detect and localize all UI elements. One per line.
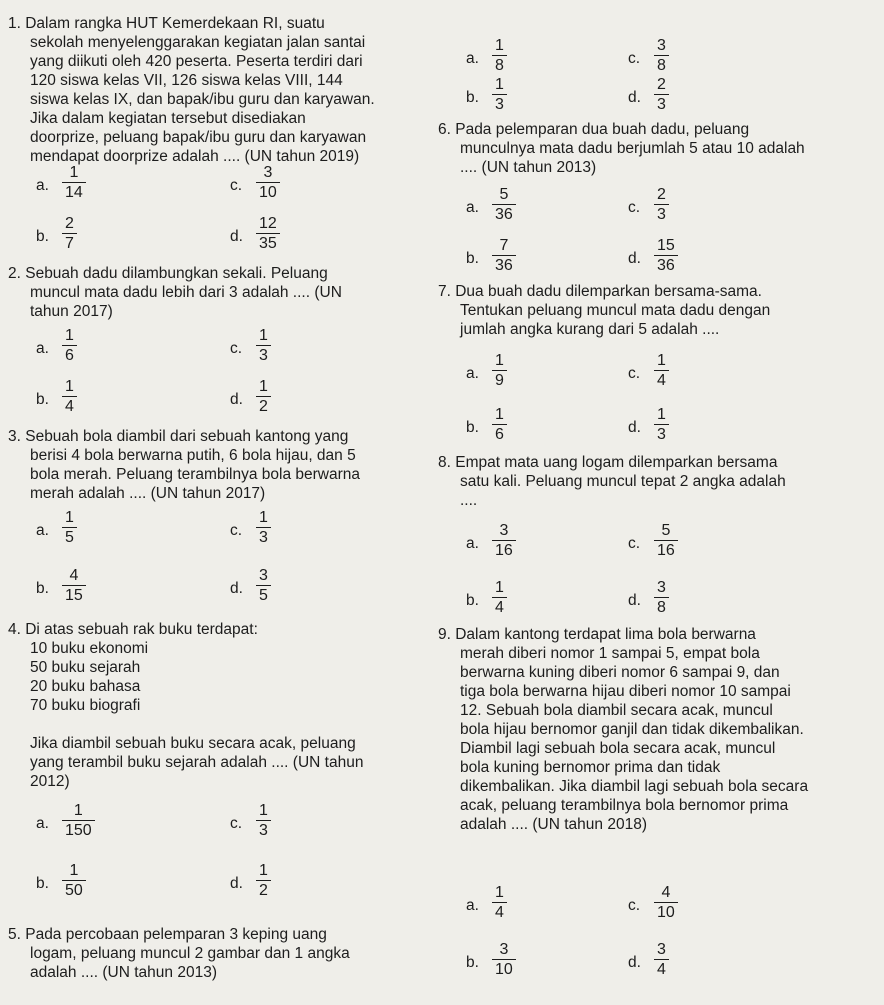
option-label: b. xyxy=(36,391,49,408)
option-label: b. xyxy=(466,419,479,436)
q2-text-line: muncul mata dadu lebih dari 3 adalah .... (UN xyxy=(30,284,342,301)
numerator: 3 xyxy=(657,579,666,596)
q4-text-line: 10 buku ekonomi xyxy=(30,640,149,657)
numerator: 1 xyxy=(65,378,74,395)
numerator: 1 xyxy=(65,509,74,526)
q1-text-line: 120 siswa kelas VII, 126 siswa kelas VIII, 144 xyxy=(30,72,343,89)
q7-text: 7. Dua buah dadu dilemparkan bersama-sama. xyxy=(438,283,762,300)
fraction xyxy=(654,883,678,923)
fraction xyxy=(654,185,669,225)
fraction xyxy=(492,351,507,391)
numerator: 1 xyxy=(259,509,268,526)
denominator: 10 xyxy=(654,902,678,923)
option-label: a. xyxy=(466,535,479,552)
q4-text-line: 2012) xyxy=(30,773,70,790)
q1-text-line: Jika dalam kegiatan tersebut disediakan xyxy=(30,110,306,127)
numerator: 3 xyxy=(499,941,509,958)
denominator: 16 xyxy=(492,540,516,561)
numerator: 1 xyxy=(259,862,268,879)
q1-text-line: siswa kelas IX, dan bapak/ibu guru dan karyawan. xyxy=(30,91,375,108)
fraction xyxy=(256,566,271,606)
numerator: 1 xyxy=(259,327,268,344)
q9-text-line: berwarna kuning diberi nomor 6 sampai 9, dan xyxy=(460,664,780,681)
numerator: 1 xyxy=(495,352,504,369)
option-label: c. xyxy=(628,897,641,914)
fraction xyxy=(654,36,669,76)
numerator: 5 xyxy=(499,186,509,203)
option-label: a. xyxy=(36,177,49,194)
option-label: a. xyxy=(36,815,49,832)
option-label: d. xyxy=(230,228,243,245)
option-label: c. xyxy=(230,177,243,194)
numerator: 1 xyxy=(69,164,79,181)
numerator: 5 xyxy=(661,522,671,539)
numerator: 4 xyxy=(69,567,79,584)
denominator: 10 xyxy=(492,959,516,980)
option-label: d. xyxy=(628,250,641,267)
option-label: a. xyxy=(466,897,479,914)
numerator: 3 xyxy=(499,522,509,539)
numerator: 1 xyxy=(495,37,504,54)
option-label: c. xyxy=(628,365,641,382)
q5-text: 5. Pada percobaan pelemparan 3 keping uang xyxy=(8,926,327,943)
fraction xyxy=(492,940,516,980)
numerator: 2 xyxy=(657,76,666,93)
q6-text-line: munculnya mata dadu berjumlah 5 atau 10 adalah xyxy=(460,140,805,157)
numerator: 1 xyxy=(657,406,666,423)
denominator: 8 xyxy=(654,597,669,618)
denominator: 36 xyxy=(654,255,678,276)
fraction xyxy=(654,940,669,980)
q2-text: 2. Sebuah dadu dilambungkan sekali. Peluang xyxy=(8,265,328,282)
q3-text-line: berisi 4 bola berwarna putih, 6 bola hijau, dan 5 xyxy=(30,447,356,464)
q6-text: 6. Pada pelemparan dua buah dadu, peluang xyxy=(438,121,750,138)
option-label: b. xyxy=(36,875,49,892)
q6-text-line: .... (UN tahun 2013) xyxy=(460,159,597,176)
fraction xyxy=(492,521,516,561)
denominator: 3 xyxy=(492,94,507,115)
fraction xyxy=(62,801,95,841)
denominator: 50 xyxy=(62,880,86,901)
q4-text-line: 20 buku bahasa xyxy=(30,678,141,695)
fraction xyxy=(654,351,669,391)
denominator: 6 xyxy=(492,424,507,445)
q1-text-line: sekolah menyelenggarakan kegiatan jalan santai xyxy=(30,34,366,51)
fraction xyxy=(654,521,678,561)
denominator: 9 xyxy=(492,370,507,391)
denominator: 7 xyxy=(62,233,77,254)
q9-text-line: dikembalikan. Jika diambil lagi sebuah bola secara xyxy=(460,778,809,795)
fraction xyxy=(62,214,77,254)
denominator: 3 xyxy=(654,204,669,225)
option-label: c. xyxy=(230,340,243,357)
q8-text: 8. Empat mata uang logam dilemparkan bersama xyxy=(438,454,778,471)
denominator: 4 xyxy=(492,902,507,923)
denominator: 4 xyxy=(654,959,669,980)
fraction xyxy=(62,508,77,548)
option-label: b. xyxy=(466,89,479,106)
q8-text-line: .... xyxy=(460,492,478,509)
q9-text-line: acak, peluang terambilnya bola bernomor prima xyxy=(460,797,789,814)
numerator: 4 xyxy=(661,884,671,901)
fraction xyxy=(492,883,507,923)
denominator: 2 xyxy=(256,880,271,901)
q9-text-line: 12. Sebuah bola diambil secara acak, muncul xyxy=(460,702,773,719)
numerator: 1 xyxy=(495,406,504,423)
denominator: 8 xyxy=(654,55,669,76)
option-label: c. xyxy=(628,199,641,216)
fraction xyxy=(492,236,516,276)
denominator: 36 xyxy=(492,255,516,276)
numerator: 1 xyxy=(69,862,79,879)
fraction xyxy=(256,214,280,254)
option-label: c. xyxy=(230,522,243,539)
denominator: 36 xyxy=(492,204,516,225)
denominator: 15 xyxy=(62,585,86,606)
fraction xyxy=(62,377,77,417)
fraction xyxy=(492,185,516,225)
q9-text-line: merah diberi nomor 1 sampai 5, empat bola xyxy=(460,645,760,662)
fraction xyxy=(62,326,77,366)
numerator: 12 xyxy=(259,215,277,232)
numerator: 15 xyxy=(657,237,675,254)
q8-text-line: satu kali. Peluang muncul tepat 2 angka adalah xyxy=(460,473,786,490)
fraction xyxy=(492,578,507,618)
q9-text-line: bola hijau bernomor ganjil dan tidak dikembalikan. xyxy=(460,721,804,738)
option-label: a. xyxy=(36,522,49,539)
option-label: a. xyxy=(466,199,479,216)
option-label: b. xyxy=(36,580,49,597)
fraction xyxy=(654,75,669,115)
q3-text-line: bola merah. Peluang terambilnya bola berwarna xyxy=(30,466,361,483)
q7-text-line: Tentukan peluang muncul mata dadu dengan xyxy=(460,302,771,319)
q9-text-line: tiga bola berwarna hijau diberi nomor 10 sampai xyxy=(460,683,791,700)
denominator: 2 xyxy=(256,396,271,417)
fraction xyxy=(256,163,280,203)
q4-text-line: 70 buku biografi xyxy=(30,697,141,714)
numerator: 2 xyxy=(657,186,666,203)
fraction xyxy=(256,326,271,366)
option-label: a. xyxy=(466,50,479,67)
q4-text: 4. Di atas sebuah rak buku terdapat: xyxy=(8,621,258,638)
q5-text-line: logam, peluang muncul 2 gambar dan 1 angka xyxy=(30,945,350,962)
q9-text-line: Diambil lagi sebuah bola secara acak, muncul xyxy=(460,740,776,757)
numerator: 1 xyxy=(495,579,504,596)
fraction xyxy=(256,801,271,841)
option-label: b. xyxy=(36,228,49,245)
denominator: 10 xyxy=(256,182,280,203)
fraction xyxy=(654,578,669,618)
numerator: 1 xyxy=(657,352,666,369)
fraction xyxy=(256,861,271,901)
denominator: 4 xyxy=(492,597,507,618)
q9-text-line: bola kuning bernomor prima dan tidak xyxy=(460,759,721,776)
q9-text-line: adalah .... (UN tahun 2018) xyxy=(460,816,647,833)
denominator: 3 xyxy=(256,345,271,366)
option-label: c. xyxy=(628,535,641,552)
denominator: 3 xyxy=(654,94,669,115)
fraction xyxy=(256,508,271,548)
denominator: 35 xyxy=(256,233,280,254)
option-label: d. xyxy=(628,419,641,436)
option-label: d. xyxy=(230,391,243,408)
fraction xyxy=(62,861,86,901)
fraction xyxy=(492,75,507,115)
denominator: 150 xyxy=(62,820,95,841)
option-label: b. xyxy=(466,250,479,267)
option-label: c. xyxy=(628,50,641,67)
q9-text: 9. Dalam kantong terdapat lima bola berwarna xyxy=(438,626,756,643)
fraction xyxy=(654,405,669,445)
option-label: c. xyxy=(230,815,243,832)
fraction xyxy=(492,36,507,76)
option-label: d. xyxy=(628,89,641,106)
option-label: d. xyxy=(628,954,641,971)
q7-text-line: jumlah angka kurang dari 5 adalah .... xyxy=(460,321,720,338)
denominator: 8 xyxy=(492,55,507,76)
fraction xyxy=(654,236,678,276)
numerator: 3 xyxy=(657,37,666,54)
numerator: 3 xyxy=(259,567,268,584)
q4-text-line: Jika diambil sebuah buku secara acak, peluang xyxy=(30,735,356,752)
fraction xyxy=(492,405,507,445)
denominator: 3 xyxy=(256,820,271,841)
option-label: d. xyxy=(230,875,243,892)
denominator: 6 xyxy=(62,345,77,366)
denominator: 5 xyxy=(256,585,271,606)
option-label: b. xyxy=(466,592,479,609)
denominator: 4 xyxy=(62,396,77,417)
option-label: d. xyxy=(230,580,243,597)
denominator: 3 xyxy=(256,527,271,548)
denominator: 3 xyxy=(654,424,669,445)
q1-text-line: mendapat doorprize adalah .... (UN tahun 2019) xyxy=(30,148,360,165)
fraction xyxy=(256,377,271,417)
denominator: 16 xyxy=(654,540,678,561)
q4-text-line: 50 buku sejarah xyxy=(30,659,141,676)
option-label: a. xyxy=(466,365,479,382)
q1-text-line: yang diikuti oleh 420 peserta. Peserta terdiri dari xyxy=(30,53,363,70)
denominator: 5 xyxy=(62,527,77,548)
q5-text-line: adalah .... (UN tahun 2013) xyxy=(30,964,217,981)
denominator: 14 xyxy=(62,182,86,203)
numerator: 1 xyxy=(73,802,83,819)
fraction xyxy=(62,163,86,203)
option-label: a. xyxy=(36,340,49,357)
numerator: 2 xyxy=(65,215,74,232)
numerator: 1 xyxy=(495,884,504,901)
denominator: 4 xyxy=(654,370,669,391)
numerator: 3 xyxy=(263,164,273,181)
q3-text-line: merah adalah .... (UN tahun 2017) xyxy=(30,485,266,502)
option-label: b. xyxy=(466,954,479,971)
numerator: 1 xyxy=(259,802,268,819)
numerator: 3 xyxy=(657,941,666,958)
fraction xyxy=(62,566,86,606)
q3-text: 3. Sebuah bola diambil dari sebuah kantong yang xyxy=(8,428,349,445)
q1-text-line: doorprize, peluang bapak/ibu guru dan karyawan xyxy=(30,129,367,146)
numerator: 7 xyxy=(499,237,509,254)
q1-text: 1. Dalam rangka HUT Kemerdekaan RI, suatu xyxy=(8,15,325,32)
numerator: 1 xyxy=(65,327,74,344)
option-label: d. xyxy=(628,592,641,609)
numerator: 1 xyxy=(495,76,504,93)
q4-text-line: yang terambil buku sejarah adalah .... (UN tahun xyxy=(30,754,364,771)
numerator: 1 xyxy=(259,378,268,395)
q2-text-line: tahun 2017) xyxy=(30,303,113,320)
